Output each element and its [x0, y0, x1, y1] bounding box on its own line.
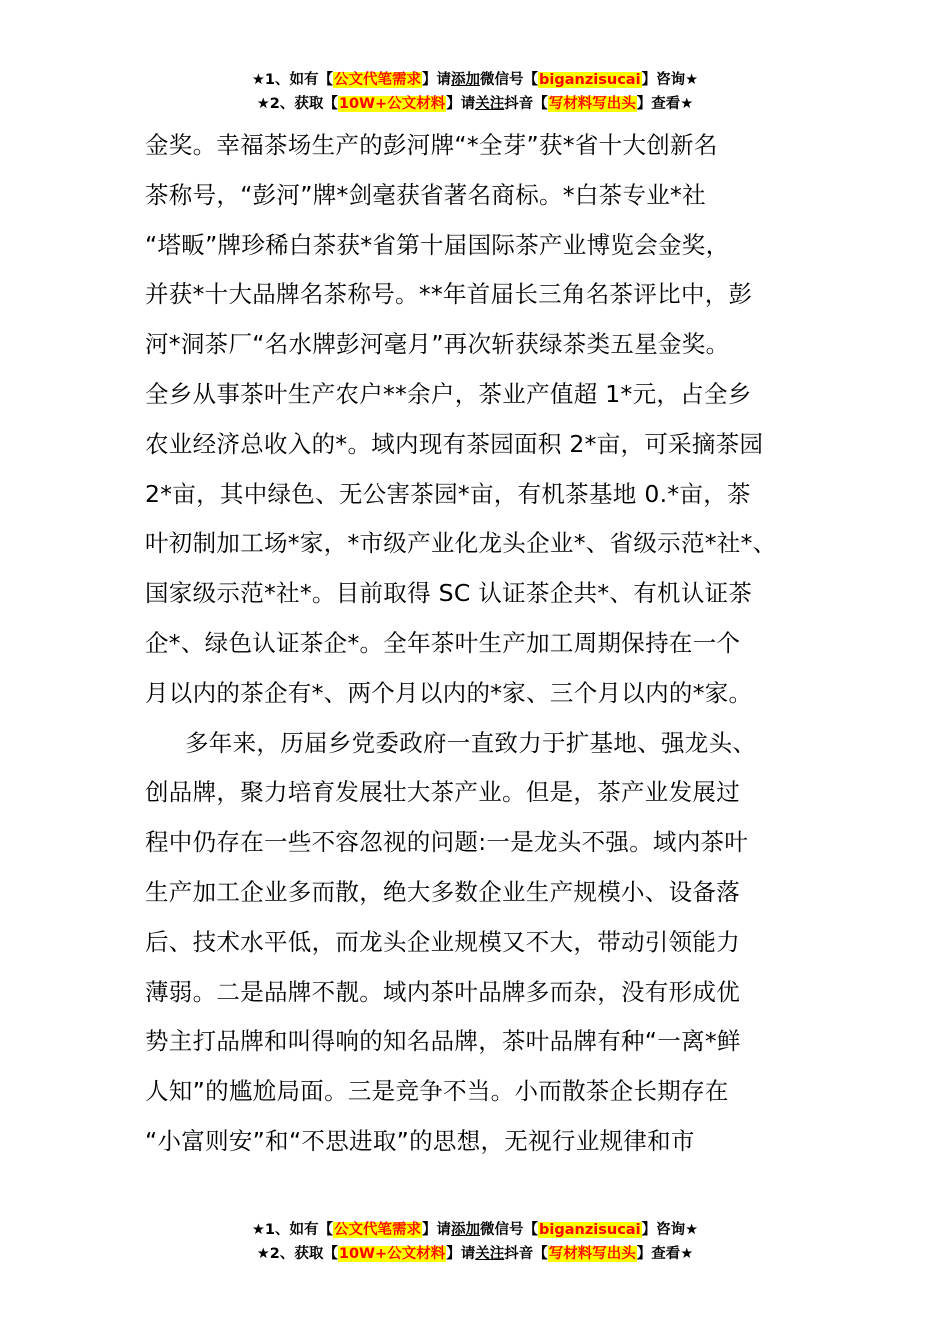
text-line: “塔畈”牌珍稀白茶获*省第十届国际茶产业博览会金奖， — [145, 230, 730, 259]
text-line: 程中仍存在一些不容忽视的问题:一是龙头不强。域内茶叶 — [145, 828, 749, 857]
highlight-materials: 10W+公文材料 — [338, 96, 446, 112]
text-line: 生产加工企业多而散，绝大多数企业生产规模小、设备落 — [145, 877, 740, 906]
document-body — [145, 121, 815, 1167]
banner-line-1: ★1、如有【公文代笔需求】请添加微信号【biganzisucai】咨询★ — [251, 1222, 699, 1238]
highlight-wechat-id: biganzisucai — [539, 72, 641, 88]
highlight-service: 公文代笔需求 — [334, 1222, 422, 1238]
text-line: 人知”的尴尬局面。三是竞争不当。小而散茶企长期存在 — [145, 1077, 729, 1106]
text-line: 国家级示范*社*。目前取得 SC 认证茶企共*、有机认证茶 — [145, 579, 753, 608]
highlight-service: 公文代笔需求 — [334, 72, 422, 88]
highlight-douyin: 写材料写出头 — [548, 1246, 636, 1262]
banner-line-1: ★1、如有【公文代笔需求】请添加微信号【biganzisucai】咨询★ — [251, 72, 699, 88]
text-line: 全乡从事茶叶生产农户**余户，茶业产值超 1*元，占全乡 — [145, 379, 752, 408]
highlight-materials: 10W+公文材料 — [338, 1246, 446, 1262]
text-line: 农业经济总收入的*。域内现有茶园面积 2*亩，可采摘茶园 — [145, 429, 764, 458]
banner-line-2: ★2、获取【10W+公文材料】请关注抖音【写材料写出头】查看★ — [256, 1246, 694, 1262]
text-line: 月以内的茶企有*、两个月以内的*家、三个月以内的*家。 — [145, 678, 753, 707]
text-line: 薄弱。二是品牌不靓。域内茶叶品牌多而杂，没有形成优 — [145, 977, 740, 1006]
text-line: 金奖。幸福茶场生产的彭河牌“*全芽”获*省十大创新名 — [145, 131, 718, 159]
text-line: 后、技术水平低，而龙头企业规模又不大，带动引领能力 — [145, 927, 740, 956]
paragraph-2 — [145, 719, 815, 1167]
text-line: 2*亩，其中绿色、无公害茶园*亩，有机茶基地 0.*亩，茶 — [145, 479, 751, 508]
header-banner — [0, 68, 950, 116]
text-line: 势主打品牌和叫得响的知名品牌，茶叶品牌有种“一离*鲜 — [145, 1027, 741, 1056]
text-line: 河*洞茶厂“名水牌彭河毫月”再次斩获绿茶类五星金奖。 — [145, 330, 730, 359]
text-line: 创品牌，聚力培育发展壮大茶产业。但是，茶产业发展过 — [145, 778, 740, 807]
text-line: 企*、绿色认证茶企*。全年茶叶生产加工周期保持在一个 — [145, 628, 741, 657]
text-line: 茶称号，“彭河”牌*剑毫获省著名商标。*白茶专业*社 — [145, 180, 706, 209]
text-line: 并获*十大品牌名茶称号。**年首届长三角名茶评比中，彭 — [145, 280, 753, 309]
text-line: “小富则安”和“不思进取”的思想，无视行业规律和市 — [145, 1126, 695, 1155]
highlight-wechat-id: biganzisucai — [539, 1222, 641, 1238]
banner-line-2: ★2、获取【10W+公文材料】请关注抖音【写材料写出头】查看★ — [256, 96, 694, 112]
highlight-douyin: 写材料写出头 — [548, 96, 636, 112]
footer-banner — [0, 1218, 950, 1266]
text-line: 多年来，历届乡党委政府一直致力于扩基地、强龙头、 — [185, 728, 757, 757]
text-line: 叶初制加工场*家，*市级产业化龙头企业*、省级示范*社*、 — [145, 529, 777, 558]
paragraph-1 — [145, 121, 815, 719]
